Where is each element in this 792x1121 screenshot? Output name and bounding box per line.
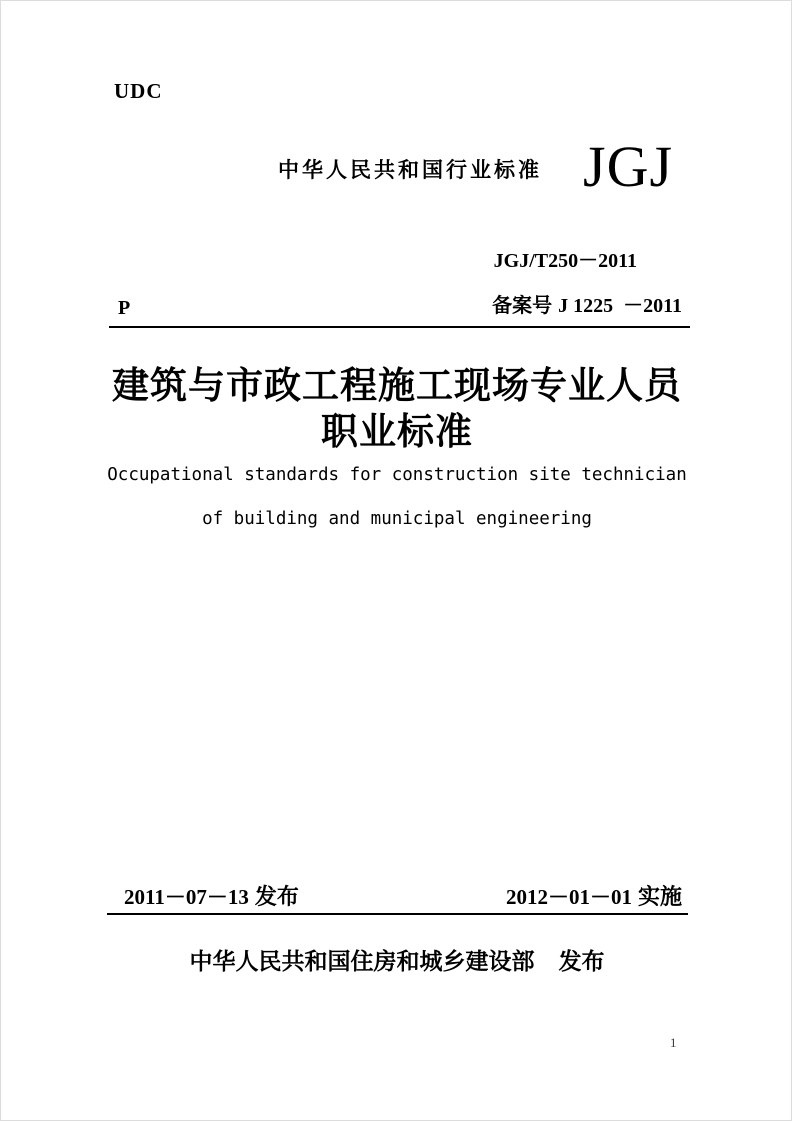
- record-number-label: 备案号: [492, 295, 553, 317]
- standard-code-logo: JGJ: [583, 134, 674, 199]
- issue-date: [124, 886, 299, 908]
- publisher-action-label: 发布: [558, 948, 605, 974]
- publisher-name: 中华人民共和国住房和城乡建设部: [189, 948, 535, 974]
- title-english-line-1: Occupational standards for construction site technician: [107, 465, 687, 485]
- implement-date-label: 实施: [637, 884, 682, 909]
- header-rule: [109, 326, 690, 328]
- issue-date-value: 2011－07－13: [124, 885, 249, 909]
- publisher-line: [1, 950, 792, 973]
- title-english-line-2: of building and municipal engineering: [202, 509, 592, 529]
- record-number: [492, 296, 682, 316]
- footer-rule: [107, 913, 688, 915]
- implement-date-value: 2012－01－01: [505, 885, 632, 909]
- udc-label: UDC: [114, 79, 163, 103]
- standard-type-heading: 中华人民共和国行业标准: [278, 159, 542, 182]
- document-title-english: [1, 453, 792, 541]
- title-line-1: 建筑与市政工程施工现场专业人员: [112, 365, 682, 406]
- record-number-value: J 1225 －2011: [558, 295, 682, 317]
- standard-number: JGJ/T250－2011: [493, 250, 637, 272]
- document-title: [1, 363, 792, 455]
- page-number: 1: [670, 1035, 677, 1050]
- issue-date-label: 发布: [254, 884, 299, 909]
- implement-date: [506, 886, 682, 908]
- classification-code: P: [118, 297, 131, 319]
- title-line-2: 职业标准: [321, 411, 473, 452]
